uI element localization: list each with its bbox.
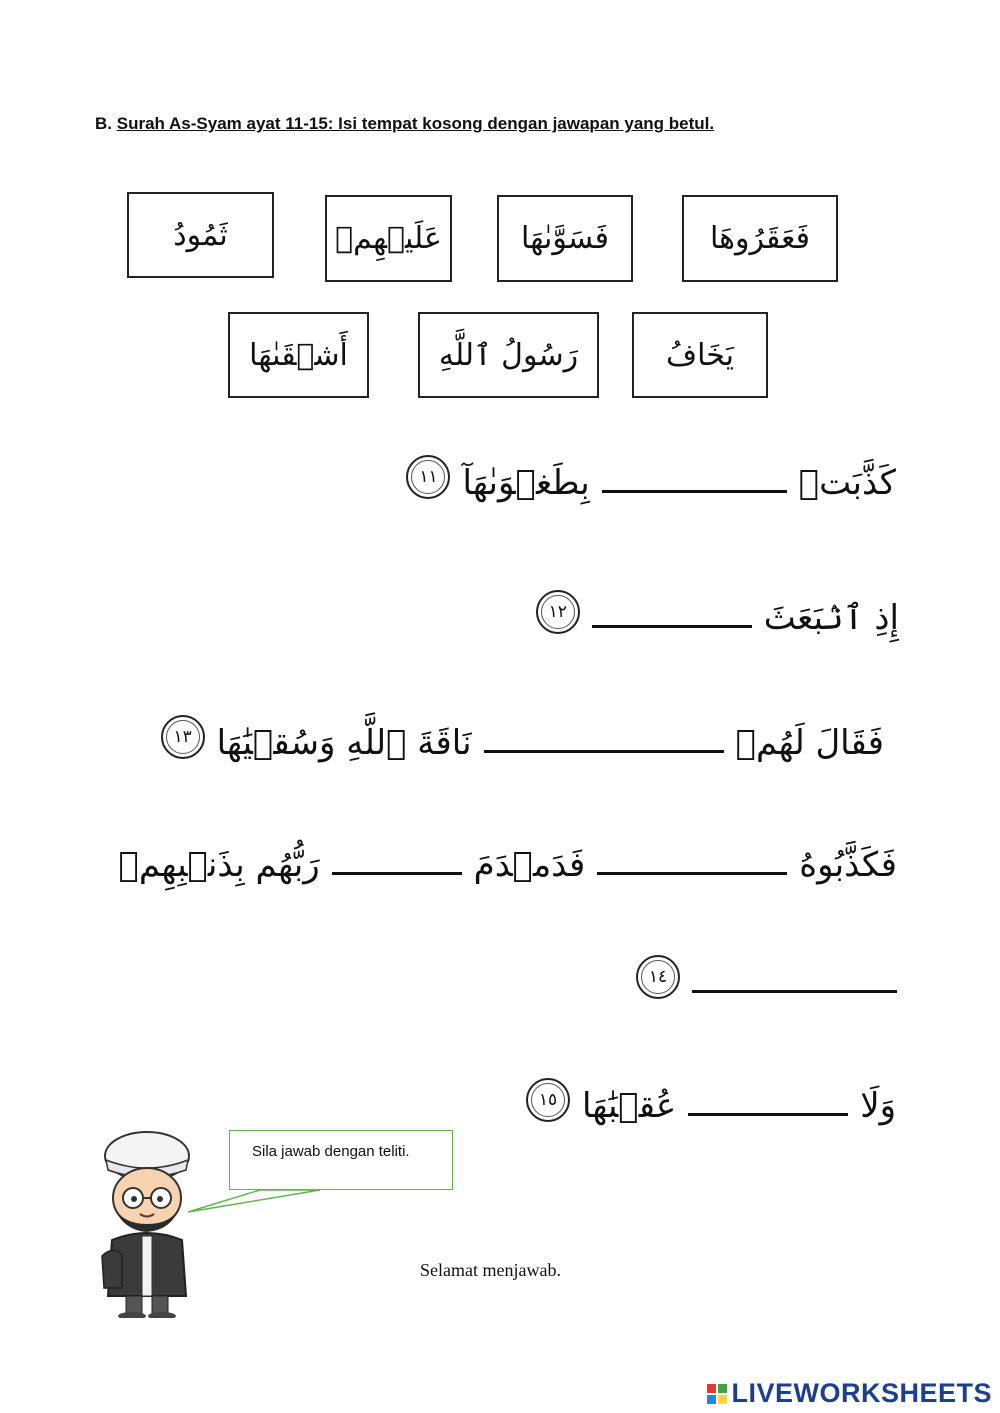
speech-bubble: [229, 1130, 453, 1190]
word-card-rasulullah[interactable]: رَسُولُ ٱللَّهِ: [418, 312, 599, 398]
answer-blank-15[interactable]: [688, 1112, 848, 1116]
speech-bubble-text: Sila jawab dengan teliti.: [252, 1143, 410, 1160]
word-card-thamud[interactable]: ثَمُودُ: [127, 192, 274, 278]
word-card-fasawwaha[interactable]: فَسَوَّىٰهَا: [497, 195, 633, 282]
ayah-number-12: ١٢: [536, 590, 580, 634]
ayah-number-15: ١٥: [526, 1078, 570, 1122]
verse-12: إِذِ ٱنۢبَعَثَ ١٢: [530, 590, 905, 638]
closing-message: Selamat menjawab.: [420, 1260, 561, 1280]
liveworksheets-brand[interactable]: [707, 1378, 992, 1409]
word-card-yakhafu[interactable]: يَخَافُ: [632, 312, 768, 398]
answer-blank-13[interactable]: [484, 749, 724, 753]
brand-text: LIVEWORKSHEETS: [731, 1378, 992, 1408]
ayah-number-14: ١٤: [636, 955, 680, 999]
verse-13: فَقَالَ لَهُمۡ نَاقَةَ ٱللَّهِ وَسُقۡيَٰهَا ١٣: [155, 715, 890, 763]
answer-blank-14a[interactable]: [597, 871, 787, 875]
teacher-character-illustration: [92, 1128, 202, 1318]
verse-14-line-1: فَكَذَّبُوهُ فَدَمۡدَمَ رَبُّهُم بِذَنۢبِهِمۡ: [118, 845, 897, 885]
section-label: B.: [95, 114, 112, 133]
answer-blank-11[interactable]: [602, 489, 787, 493]
word-card-alaihim[interactable]: عَلَيۡهِمۡ: [325, 195, 452, 282]
answer-blank-14c[interactable]: [692, 989, 897, 993]
verse-14-line-2: [630, 955, 903, 1003]
answer-blank-12[interactable]: [592, 624, 752, 628]
liveworksheets-logo-icon: [707, 1384, 727, 1404]
ayah-number-11: ١١: [406, 455, 450, 499]
verse-15: وَلَا عُقۡبَٰهَا ١٥: [520, 1078, 902, 1126]
word-card-faaqaruha[interactable]: فَعَقَرُوهَا: [682, 195, 838, 282]
section-heading: [95, 114, 714, 134]
instruction-text: Surah As-Syam ayat 11-15: Isi tempat kosong dengan jawapan yang betul.: [116, 114, 715, 133]
answer-blank-14b[interactable]: [332, 871, 462, 875]
verse-11: كَذَّبَتۡ بِطَغۡوَىٰهَآ ١١: [400, 455, 902, 503]
word-card-ashqaha[interactable]: أَشۡقَىٰهَا: [228, 312, 369, 398]
ayah-number-13: ١٣: [161, 715, 205, 759]
